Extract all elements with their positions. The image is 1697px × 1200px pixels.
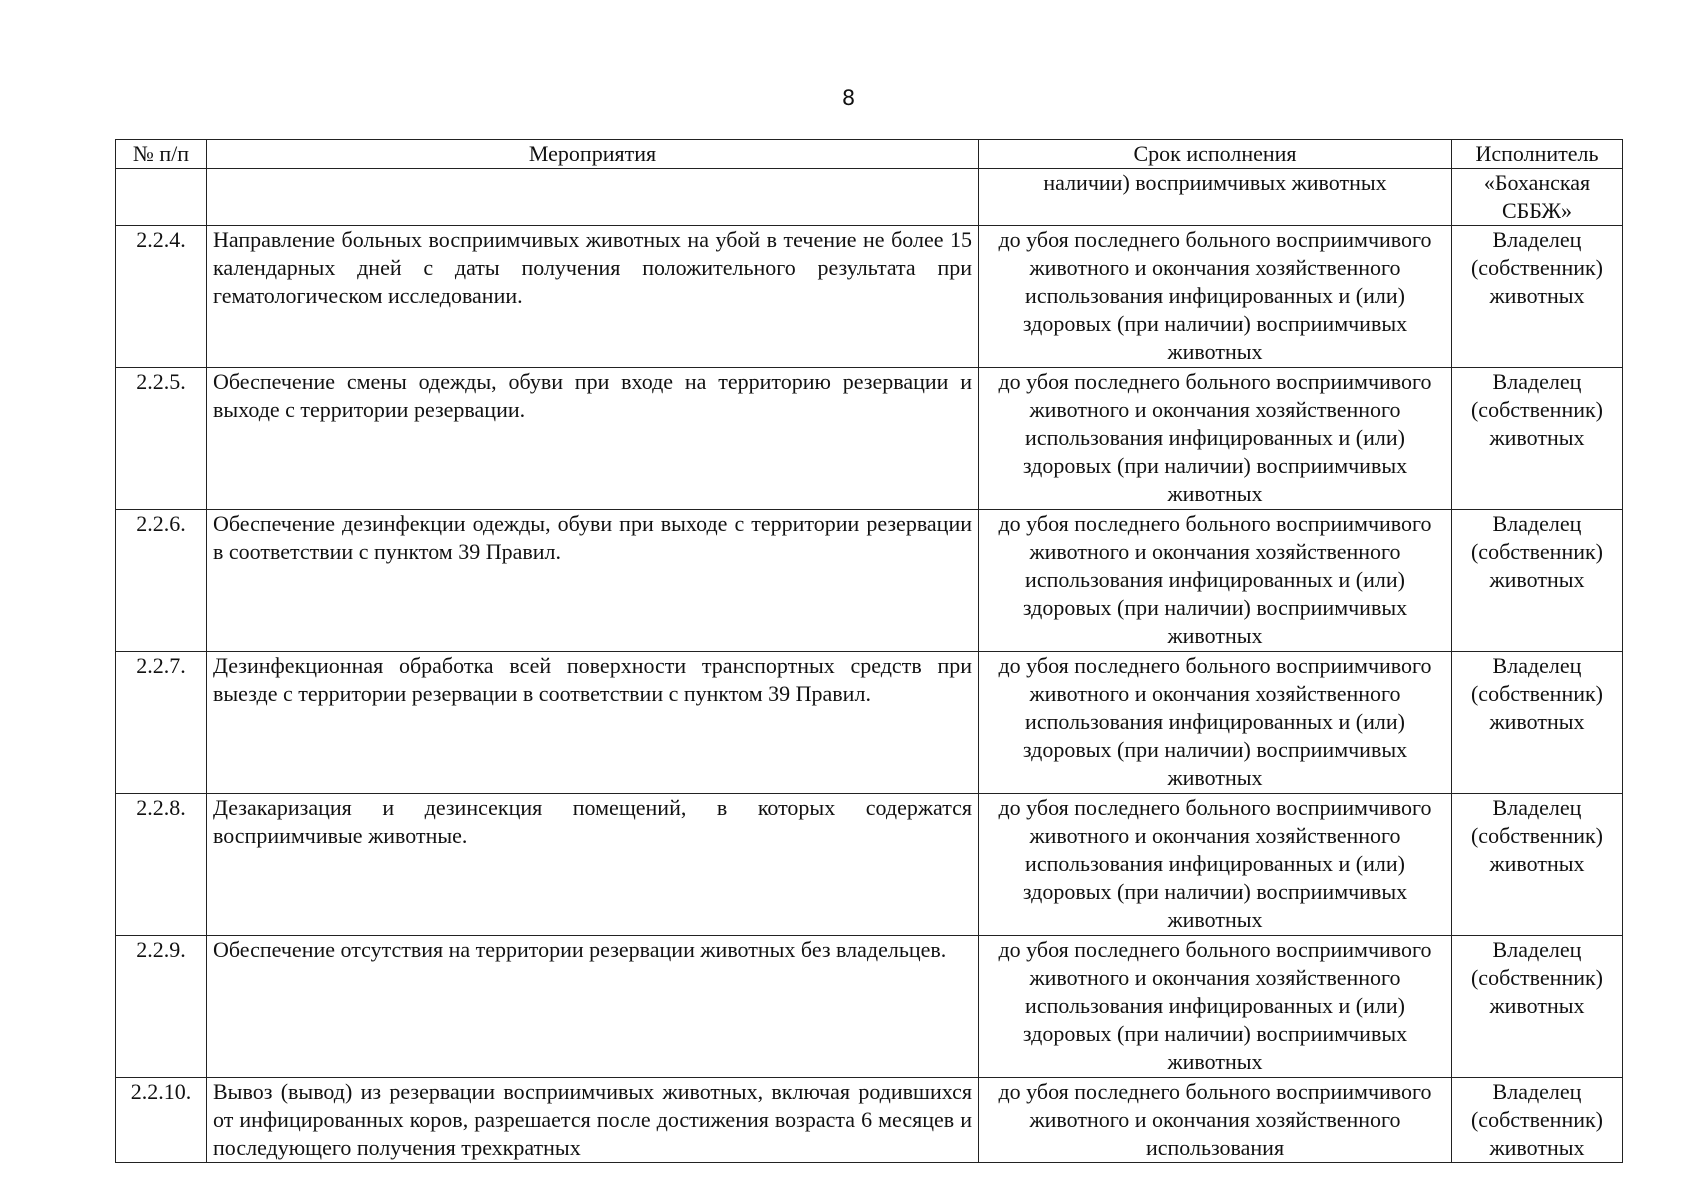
row-deadline: до убоя последнего больного восприимчивого животного и окончания хозяйственного использования инфицированных и (или) здоровых (при наличии) восприимчивых животных <box>979 226 1452 368</box>
row-number: 2.2.4. <box>116 226 207 368</box>
row-executor: Владелец (собственник) животных <box>1452 1078 1623 1163</box>
row-executor: Владелец (собственник) животных <box>1452 652 1623 794</box>
row-deadline: до убоя последнего больного восприимчивого животного и окончания хозяйственного использования <box>979 1078 1452 1163</box>
row-deadline: до убоя последнего больного восприимчивого животного и окончания хозяйственного использования инфицированных и (или) здоровых (при наличии) восприимчивых животных <box>979 652 1452 794</box>
row-deadline: до убоя последнего больного восприимчивого животного и окончания хозяйственного использования инфицированных и (или) здоровых (при наличии) восприимчивых животных <box>979 936 1452 1078</box>
row-measure: Обеспечение дезинфекции одежды, обуви при выходе с территории резервации в соответствии с пунктом 39 Правил. <box>207 510 979 652</box>
header-executor: Исполнитель <box>1452 140 1623 169</box>
table-row <box>116 936 1623 1078</box>
header-measures: Мероприятия <box>207 140 979 169</box>
row-number: 2.2.10. <box>116 1078 207 1163</box>
row-number: 2.2.7. <box>116 652 207 794</box>
row-executor: Владелец (собственник) животных <box>1452 794 1623 936</box>
row-number: 2.2.8. <box>116 794 207 936</box>
row-executor: Владелец (собственник) животных <box>1452 936 1623 1078</box>
row-deadline: до убоя последнего больного восприимчивого животного и окончания хозяйственного использования инфицированных и (или) здоровых (при наличии) восприимчивых животных <box>979 510 1452 652</box>
table-row <box>116 794 1623 936</box>
row-measure: Вывоз (вывод) из резервации восприимчивых животных, включая родившихся от инфицированных коров, разрешается после достижения возраста 6 месяцев и последующего получения трехкратных <box>207 1078 979 1163</box>
row-measure: Обеспечение отсутствия на территории резервации животных без владельцев. <box>207 936 979 1078</box>
row-measure: Дезинфекционная обработка всей поверхности транспортных средств при выезде с территории резервации в соответствии с пунктом 39 Правил. <box>207 652 979 794</box>
page-number: 8 <box>841 86 856 110</box>
row-executor: Владелец (собственник) животных <box>1452 226 1623 368</box>
row-deadline: до убоя последнего больного восприимчивого животного и окончания хозяйственного использования инфицированных и (или) здоровых (при наличии) восприимчивых животных <box>979 794 1452 936</box>
table-row <box>116 226 1623 368</box>
header-deadline: Срок исполнения <box>979 140 1452 169</box>
row-number: 2.2.5. <box>116 368 207 510</box>
measures-table <box>115 139 1623 1163</box>
row-number <box>116 169 207 226</box>
row-executor: Владелец (собственник) животных <box>1452 368 1623 510</box>
row-executor: «Боханская СББЖ» <box>1452 169 1623 226</box>
row-measure: Дезакаризация и дезинсекция помещений, в которых содержатся восприимчивые животные. <box>207 794 979 936</box>
row-measure <box>207 169 979 226</box>
row-measure: Направление больных восприимчивых животных на убой в течение не более 15 календарных дней с даты получения положительного результата при гематологическом исследовании. <box>207 226 979 368</box>
row-number: 2.2.6. <box>116 510 207 652</box>
row-deadline: наличии) восприимчивых животных <box>979 169 1452 226</box>
table-row <box>116 652 1623 794</box>
table-row <box>116 368 1623 510</box>
table-row <box>116 1078 1623 1163</box>
table-header-row <box>116 140 1623 169</box>
row-deadline: до убоя последнего больного восприимчивого животного и окончания хозяйственного использования инфицированных и (или) здоровых (при наличии) восприимчивых животных <box>979 368 1452 510</box>
row-measure: Обеспечение смены одежды, обуви при входе на территорию резервации и выходе с территории резервации. <box>207 368 979 510</box>
row-executor: Владелец (собственник) животных <box>1452 510 1623 652</box>
row-number: 2.2.9. <box>116 936 207 1078</box>
table-row <box>116 510 1623 652</box>
header-number: № п/п <box>116 140 207 169</box>
table-row-continuation <box>116 169 1623 226</box>
